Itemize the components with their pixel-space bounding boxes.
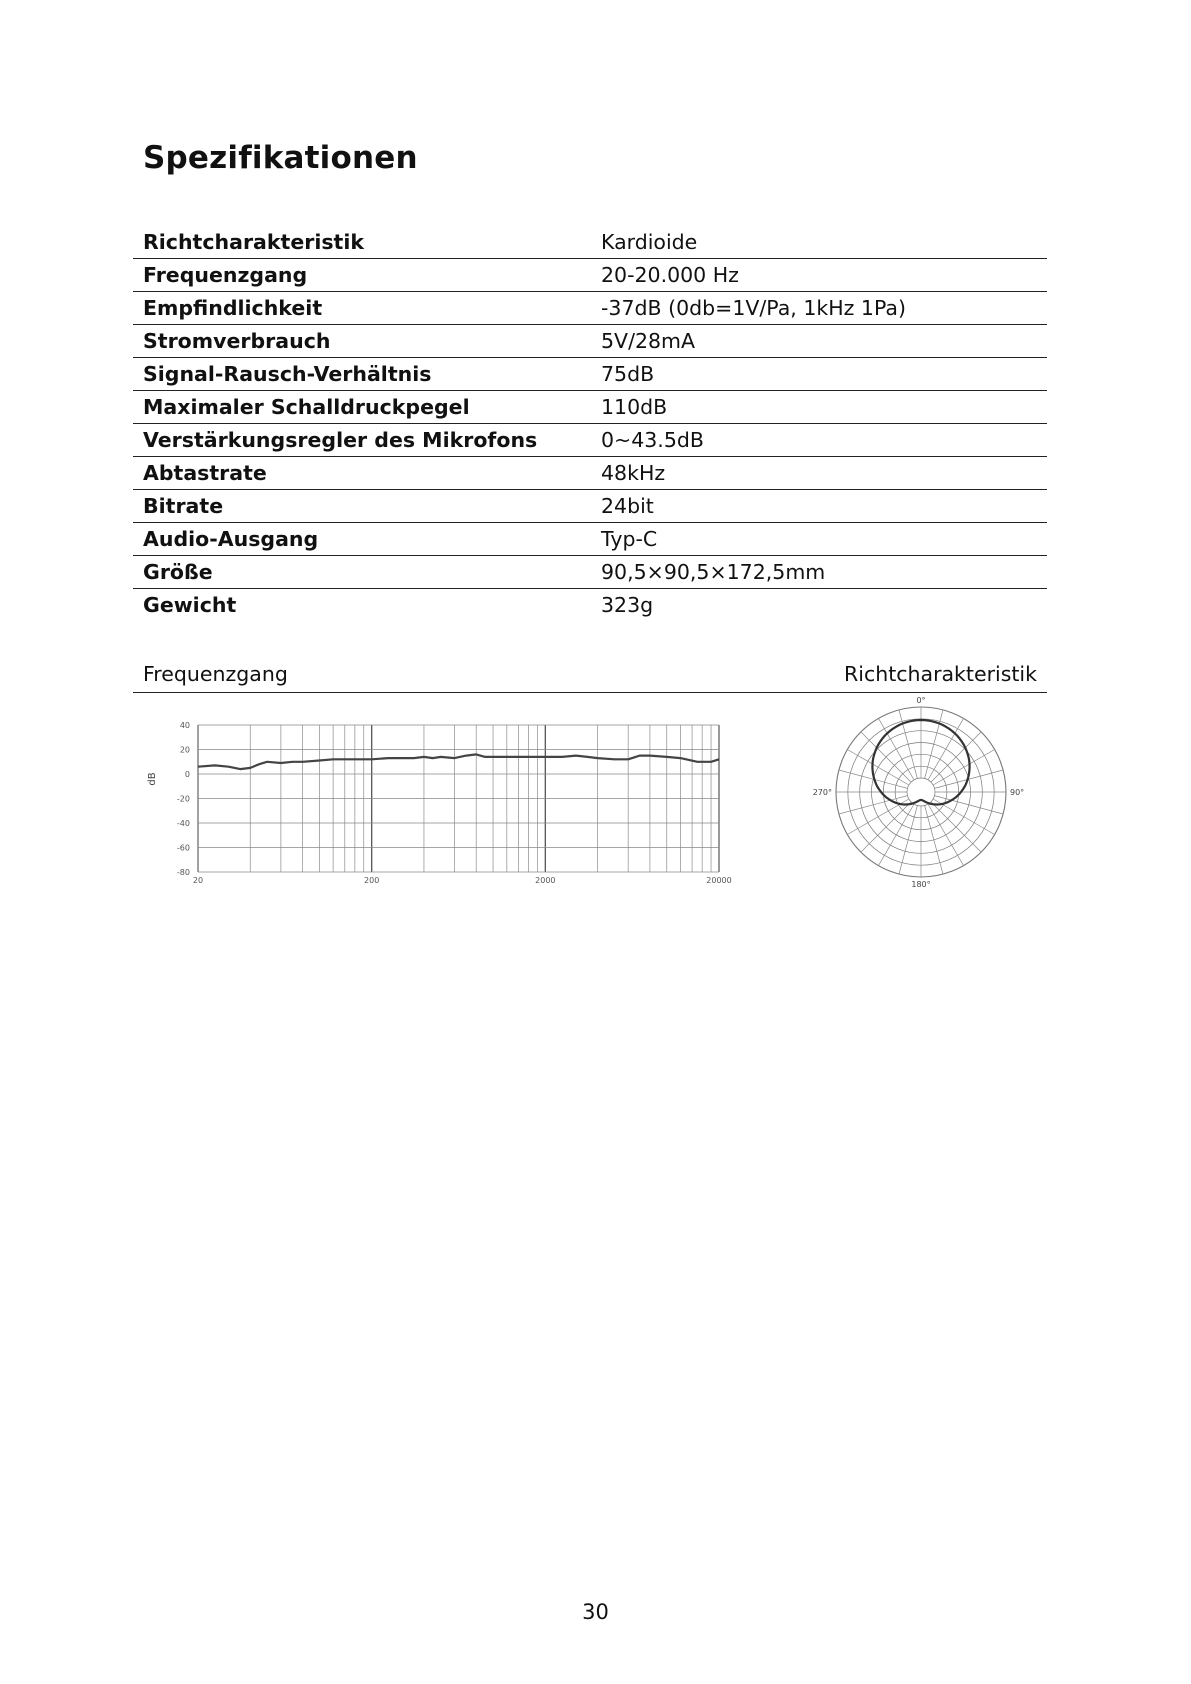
spec-label: Audio-Ausgang [133, 523, 591, 556]
polar-grid-spoke [931, 732, 981, 782]
spec-value: 5V/28mA [591, 325, 1047, 358]
frequency-response-chart [133, 700, 733, 895]
polar-pattern-caption: Richtcharakteristik [844, 662, 1037, 686]
spec-label: Gewicht [133, 589, 591, 622]
y-tick-label: -40 [176, 819, 190, 828]
frequency-response-caption: Frequenzgang [143, 662, 288, 686]
y-tick-label: -80 [176, 868, 190, 877]
spec-label: Richtcharakteristik [143, 230, 365, 254]
spec-value: 20-20.000 Hz [591, 259, 1047, 292]
y-tick-label: 40 [179, 721, 190, 730]
polar-angle-label: 270° [812, 788, 832, 797]
x-tick-label: 20 [192, 876, 204, 885]
spec-label: Frequenzgang [133, 259, 591, 292]
spec-row [133, 391, 1047, 424]
spec-row [133, 292, 1047, 325]
polar-grid-circle [907, 778, 935, 806]
spec-row [133, 325, 1047, 358]
polar-angle-label: 180° [911, 880, 931, 889]
y-tick-label: -60 [176, 843, 190, 853]
polar-grid-spoke [861, 732, 911, 782]
spec-row [133, 424, 1047, 457]
spec-row [133, 490, 1047, 523]
spec-table [133, 226, 1047, 621]
y-axis-label: dB [147, 772, 158, 786]
spec-value: 48kHz [591, 457, 1047, 490]
spec-value: 90,5×90,5×172,5mm [591, 556, 1047, 589]
spec-value: Typ-C [591, 523, 1047, 556]
x-tick-label: 2000 [535, 876, 556, 885]
figure-captions [133, 660, 1047, 693]
polar-pattern-chart [800, 690, 1040, 900]
y-tick-label: 0 [184, 770, 190, 779]
spec-row [133, 226, 1047, 259]
spec-value: 0~43.5dB [591, 424, 1047, 457]
page-title: Spezifikationen [143, 140, 418, 176]
y-tick-label: -20 [176, 794, 190, 804]
page-number: 30 [582, 1600, 609, 1624]
spec-value: 110dB [591, 391, 1047, 424]
spec-label: Verstärkungsregler des Mikrofons [133, 424, 591, 457]
spec-label: Stromverbrauch [133, 325, 591, 358]
spec-label: Abtastrate [133, 457, 591, 490]
polar-grid-spoke [931, 802, 981, 852]
y-tick-label: 20 [179, 745, 190, 755]
spec-label: Empfindlichkeit [133, 292, 591, 325]
spec-row [133, 457, 1047, 490]
spec-label: Maximaler Schalldruckpegel [133, 391, 591, 424]
polar-grid-spoke [861, 802, 911, 852]
spec-value: 323g [591, 589, 1047, 622]
spec-row [133, 589, 1047, 622]
spec-value: 75dB [591, 358, 1047, 391]
spec-row [133, 259, 1047, 292]
spec-row [133, 556, 1047, 589]
spec-label: Bitrate [133, 490, 591, 523]
polar-angle-label: 90° [1010, 788, 1025, 797]
spec-label: Signal-Rausch-Verhältnis [133, 358, 591, 391]
spec-value: 24bit [591, 490, 1047, 523]
spec-label: Größe [133, 556, 591, 589]
spec-row [133, 358, 1047, 391]
x-tick-label: 20000 [706, 876, 732, 885]
x-tick-label: 200 [364, 876, 380, 885]
frequency-response-line [198, 754, 719, 769]
spec-value: -37dB (0db=1V/Pa, 1kHz 1Pa) [591, 292, 1047, 325]
spec-row [133, 523, 1047, 556]
polar-angle-label: 0° [916, 696, 926, 705]
spec-value: Kardioide [601, 230, 698, 254]
